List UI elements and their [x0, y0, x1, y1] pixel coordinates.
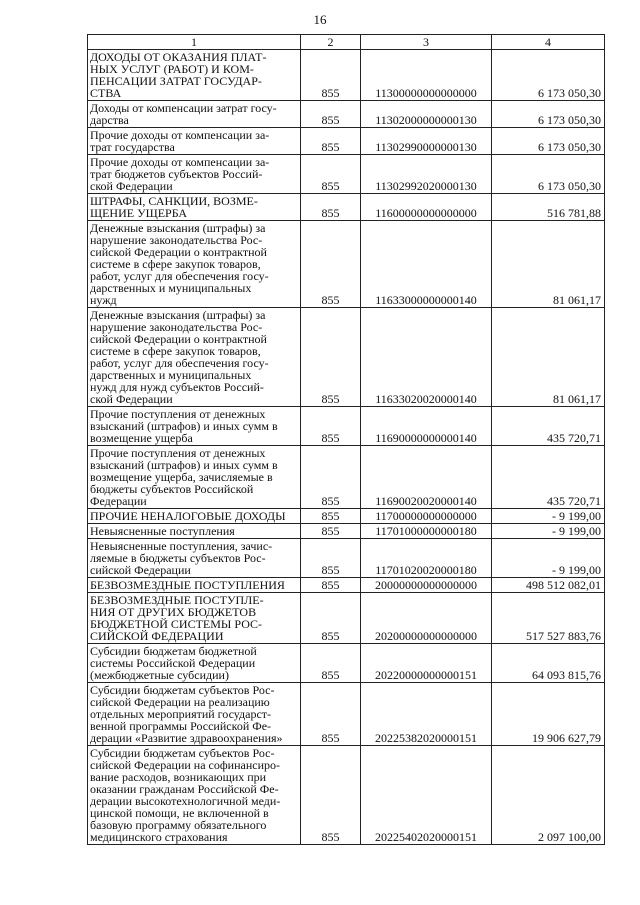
row-code-cell: 855 [301, 101, 361, 128]
row-code-cell: 855 [301, 128, 361, 155]
table-row [88, 221, 605, 308]
row-code-cell: 855 [301, 407, 361, 446]
row-code-cell: 855 [301, 644, 361, 683]
row-name-cell: Невыясненные поступления [88, 524, 301, 539]
row-name-cell: ДОХОДЫ ОТ ОКАЗАНИЯ ПЛАТ- НЫХ УСЛУГ (РАБОТ) И КОМ- ПЕНСАЦИИ ЗАТРАТ ГОСУДАР- СТВА [88, 50, 301, 101]
table-body [88, 50, 605, 845]
row-code-cell: 855 [301, 308, 361, 407]
row-name-cell: ПРОЧИЕ НЕНАЛОГОВЫЕ ДОХОДЫ [88, 509, 301, 524]
header-row [88, 35, 605, 50]
row-sum-cell: - 9 199,00 [492, 509, 605, 524]
row-sum-cell: 81 061,17 [492, 221, 605, 308]
header-col-2: 2 [301, 35, 361, 50]
row-kbk-cell: 11690020020000140 [361, 446, 492, 509]
row-code-cell: 855 [301, 746, 361, 845]
row-code-cell: 855 [301, 683, 361, 746]
table-row [88, 407, 605, 446]
table-row [88, 128, 605, 155]
row-code-cell: 855 [301, 593, 361, 644]
table-row [88, 308, 605, 407]
row-code-cell: 855 [301, 578, 361, 593]
row-sum-cell: 435 720,71 [492, 446, 605, 509]
row-kbk-cell: 20225402020000151 [361, 746, 492, 845]
table-row [88, 593, 605, 644]
row-code-cell: 855 [301, 539, 361, 578]
row-sum-cell: - 9 199,00 [492, 524, 605, 539]
row-code-cell: 855 [301, 221, 361, 308]
row-sum-cell: 81 061,17 [492, 308, 605, 407]
table-row [88, 509, 605, 524]
table-row [88, 50, 605, 101]
table-row [88, 155, 605, 194]
row-kbk-cell: 11701000000000180 [361, 524, 492, 539]
row-kbk-cell: 11302990000000130 [361, 128, 492, 155]
row-kbk-cell: 11633020020000140 [361, 308, 492, 407]
row-kbk-cell: 11700000000000000 [361, 509, 492, 524]
row-name-cell: ШТРАФЫ, САНКЦИИ, ВОЗМЕ- ЩЕНИЕ УЩЕРБА [88, 194, 301, 221]
table-row [88, 746, 605, 845]
row-kbk-cell: 11300000000000000 [361, 50, 492, 101]
row-kbk-cell: 11600000000000000 [361, 194, 492, 221]
row-name-cell: Доходы от компенсации затрат госу- дарства [88, 101, 301, 128]
row-name-cell: Прочие доходы от компенсации за- трат государства [88, 128, 301, 155]
revenue-table [87, 34, 605, 845]
row-sum-cell: 6 173 050,30 [492, 128, 605, 155]
table-row [88, 578, 605, 593]
row-kbk-cell: 11633000000000140 [361, 221, 492, 308]
row-sum-cell: 498 512 082,01 [492, 578, 605, 593]
row-kbk-cell: 11302992020000130 [361, 155, 492, 194]
row-sum-cell: 516 781,88 [492, 194, 605, 221]
row-code-cell: 855 [301, 509, 361, 524]
row-code-cell: 855 [301, 194, 361, 221]
row-name-cell: Денежные взыскания (штрафы) за нарушение законодательства Рос- сийской Федерации о контрактной системе в сфере закупок товаров, работ, услуг для обеспечения госу- дарственных и муниципальных нужд [88, 221, 301, 308]
table-header [88, 35, 605, 50]
row-sum-cell: 2 097 100,00 [492, 746, 605, 845]
row-kbk-cell: 20225382020000151 [361, 683, 492, 746]
table-row [88, 683, 605, 746]
table-row [88, 524, 605, 539]
row-name-cell: Прочие поступления от денежных взысканий (штрафов) и иных сумм в возмещение ущерба, зачисляемые в бюджеты субъектов Российской Федерации [88, 446, 301, 509]
row-kbk-cell: 20000000000000000 [361, 578, 492, 593]
row-sum-cell: 6 173 050,30 [492, 101, 605, 128]
row-code-cell: 855 [301, 524, 361, 539]
table-row [88, 644, 605, 683]
row-sum-cell: 6 173 050,30 [492, 50, 605, 101]
row-name-cell: Невыясненные поступления, зачис- ляемые в бюджеты субъектов Рос- сийской Федерации [88, 539, 301, 578]
header-col-4: 4 [492, 35, 605, 50]
row-name-cell: Субсидии бюджетам субъектов Рос- сийской Федерации на софинансиро- вание расходов, возникающих при оказании гражданам Российской Фе- дерации высокотехнологичной меди- цинской помощи, не включенной в базовую программу обязательного медицинского страхования [88, 746, 301, 845]
table-row [88, 539, 605, 578]
row-code-cell: 855 [301, 446, 361, 509]
row-sum-cell: 6 173 050,30 [492, 155, 605, 194]
row-sum-cell: 19 906 627,79 [492, 683, 605, 746]
row-name-cell: Субсидии бюджетам бюджетной системы Российской Федерации (межбюджетные субсидии) [88, 644, 301, 683]
row-sum-cell: 64 093 815,76 [492, 644, 605, 683]
row-name-cell: БЕЗВОЗМЕЗДНЫЕ ПОСТУПЛЕНИЯ [88, 578, 301, 593]
table-row [88, 446, 605, 509]
row-kbk-cell: 11690000000000140 [361, 407, 492, 446]
header-col-1: 1 [88, 35, 301, 50]
row-sum-cell: 517 527 883,76 [492, 593, 605, 644]
row-code-cell: 855 [301, 155, 361, 194]
row-kbk-cell: 20200000000000000 [361, 593, 492, 644]
row-name-cell: Субсидии бюджетам субъектов Рос- сийской Федерации на реализацию отдельных мероприятий государст- венной программы Российской Фе- дерации «Развитие здравоохранения» [88, 683, 301, 746]
table-row [88, 194, 605, 221]
row-name-cell: Прочие доходы от компенсации за- трат бюджетов субъектов Россий- ской Федерации [88, 155, 301, 194]
row-sum-cell: - 9 199,00 [492, 539, 605, 578]
row-code-cell: 855 [301, 50, 361, 101]
row-kbk-cell: 20220000000000151 [361, 644, 492, 683]
row-name-cell: Прочие поступления от денежных взысканий (штрафов) и иных сумм в возмещение ущерба [88, 407, 301, 446]
row-kbk-cell: 11302000000000130 [361, 101, 492, 128]
page-number: 16 [313, 12, 327, 27]
header-col-3: 3 [361, 35, 492, 50]
row-name-cell: Денежные взыскания (штрафы) за нарушение законодательства Рос- сийской Федерации о контрактной системе в сфере закупок товаров, работ, услуг для обеспечения госу- дарственных и муниципальных нужд для нужд субъектов Россий- ской Федерации [88, 308, 301, 407]
row-kbk-cell: 11701020020000180 [361, 539, 492, 578]
table-row [88, 101, 605, 128]
row-sum-cell: 435 720,71 [492, 407, 605, 446]
row-name-cell: БЕЗВОЗМЕЗДНЫЕ ПОСТУПЛЕ- НИЯ ОТ ДРУГИХ БЮДЖЕТОВ БЮДЖЕТНОЙ СИСТЕМЫ РОС- СИЙСКОЙ ФЕДЕРАЦИИ [88, 593, 301, 644]
